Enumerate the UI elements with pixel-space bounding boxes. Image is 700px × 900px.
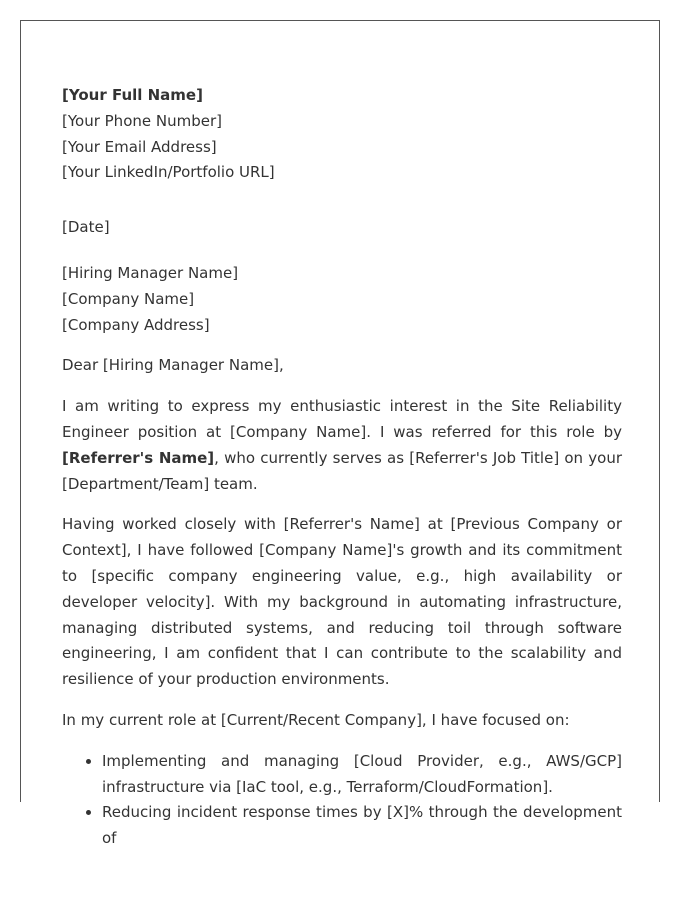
paragraph-intro	[62, 394, 622, 497]
achievement-list	[62, 749, 622, 852]
salutation: Dear [Hiring Manager Name],	[62, 356, 284, 375]
recipient-block	[62, 261, 622, 338]
letter-page	[20, 20, 660, 848]
referrer-name: [Referrer's Name]	[62, 448, 215, 467]
list-item: • Reducing incident response times by [X]% through the development of	[102, 800, 622, 852]
paragraph-intro-end: , who currently serves as [Referrer's Job Title] on your [Department/Team] team.	[62, 448, 622, 493]
sender-url: [Your LinkedIn/Portfolio URL]	[62, 163, 275, 182]
list-item: • Implementing and managing [Cloud Provider, e.g., AWS/GCP] infrastructure via [IaC tool, e.g., Terraform/CloudFormation].	[102, 749, 622, 801]
sender-phone: [Your Phone Number]	[62, 111, 222, 130]
recipient-company: [Company Name]	[62, 289, 195, 308]
recipient-manager: [Hiring Manager Name]	[62, 263, 239, 282]
recipient-address: [Company Address]	[62, 315, 210, 334]
sender-email: [Your Email Address]	[62, 137, 217, 156]
paragraph-intro-start: I am writing to express my enthusiastic interest in the Site Reliability Engineer position at [Company Name]. I was referred for this role by	[62, 397, 622, 441]
paragraph-current-role: In my current role at [Current/Recent Company], I have focused on:	[62, 710, 570, 729]
sender-name: [Your Full Name]	[62, 86, 203, 104]
paragraph-background: Having worked closely with [Referrer's Name] at [Previous Company or Context], I have followed [Company Name]'s growth and its commitment to [specific company engineering value, e.g., high availability or developer velocity]. With my background in automating infrastructure, managing distributed systems, and reducing toil through software engineering, I am confident that I can contribute to the scalability and resilience of your production environments.	[62, 515, 622, 689]
letter-date: [Date]	[62, 218, 110, 237]
letter-content	[62, 83, 622, 852]
contact-block	[62, 83, 622, 186]
